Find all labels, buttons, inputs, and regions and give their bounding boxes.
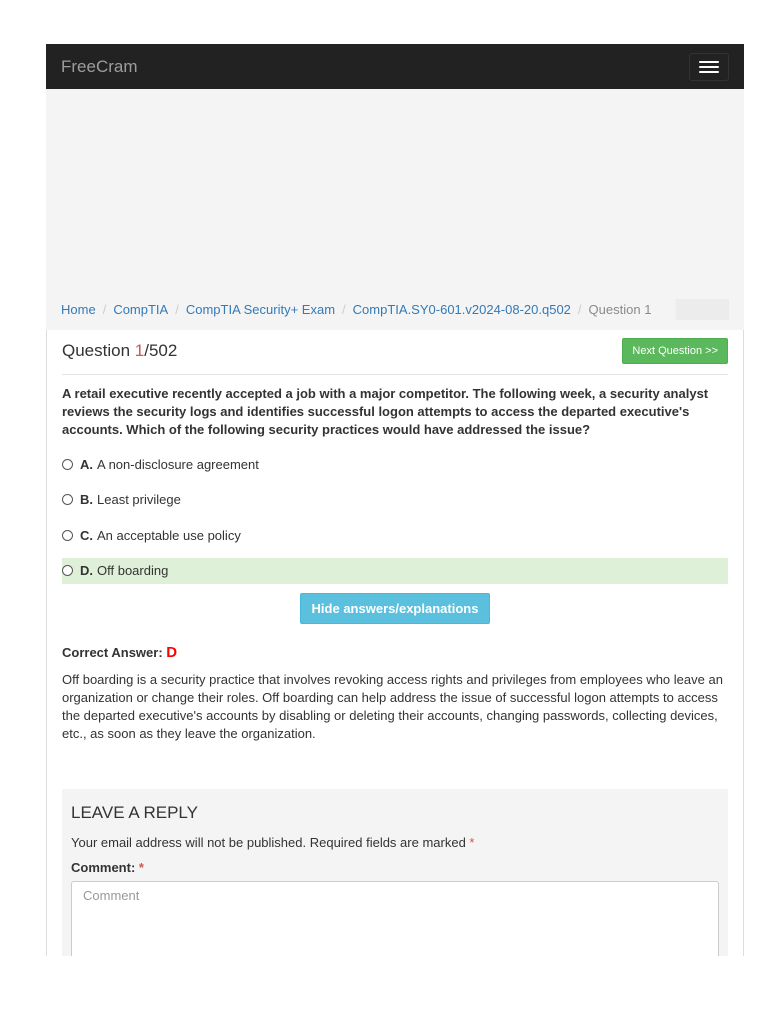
answer-explanation: Off boarding is a security practice that involves revoking access rights and privileges from employees who leave an organization or change their roles. Off boarding can help address the issue of successful logon attempts to access the departed executive's accounts by disabling or deleting their accounts, changing passwords, collecting devices, etc., as soon as they leave the organization. xyxy=(62,672,723,741)
radio-icon[interactable] xyxy=(62,459,73,470)
question-number: 1 xyxy=(134,341,145,360)
option-text: A non-disclosure agreement xyxy=(97,456,259,472)
question-panel xyxy=(46,330,744,956)
breadcrumb-exam[interactable]: CompTIA Security+ Exam xyxy=(185,302,336,317)
breadcrumb-area xyxy=(46,299,744,330)
reply-note-text: Your email address will not be published. Required fields are marked xyxy=(71,835,470,850)
hamburger-bar xyxy=(699,71,719,73)
comment-label-text: Comment: xyxy=(71,860,139,875)
breadcrumb-separator: / xyxy=(175,302,179,317)
correct-answer-label: Correct Answer: xyxy=(62,645,167,660)
reply-form xyxy=(62,789,728,956)
question-text: A retail executive recently accepted a job with a major competitor. The following week, a security analyst reviews the security logs and identifies successful logon attempts to access the departed executive's accounts. Which of the following security practices would have addressed the issue? xyxy=(62,386,709,437)
question-title-prefix: Question xyxy=(62,341,135,360)
breadcrumb-vendor[interactable]: CompTIA xyxy=(113,302,169,317)
correct-answer-line xyxy=(62,644,728,661)
breadcrumb-separator: / xyxy=(342,302,346,317)
answer-option-b[interactable] xyxy=(62,487,728,513)
option-text: Least privilege xyxy=(97,492,181,507)
radio-icon[interactable] xyxy=(62,530,73,541)
radio-icon[interactable] xyxy=(62,565,73,576)
comment-input[interactable] xyxy=(71,881,719,956)
page-container xyxy=(46,44,744,956)
comment-label xyxy=(71,860,719,875)
reply-note xyxy=(71,835,719,850)
top-navbar xyxy=(46,44,744,89)
radio-icon[interactable] xyxy=(62,494,73,505)
breadcrumb-dump[interactable]: CompTIA.SY0-601.v2024-08-20.q502 xyxy=(352,302,571,317)
brand-logo-link[interactable]: FreeCram xyxy=(61,56,138,76)
hamburger-bar xyxy=(699,66,719,68)
option-text: Off boarding xyxy=(97,563,169,578)
option-letter: A. xyxy=(80,456,93,472)
reply-heading: LEAVE A REPLY xyxy=(71,803,198,822)
hamburger-menu-icon[interactable] xyxy=(689,53,729,81)
ad-placeholder xyxy=(46,89,744,299)
hide-answers-button[interactable]: Hide answers/explanations xyxy=(300,593,491,624)
answer-option-a[interactable] xyxy=(62,451,728,477)
option-letter: C. xyxy=(80,527,93,543)
breadcrumb-separator: / xyxy=(102,302,107,317)
answer-option-c[interactable] xyxy=(62,522,728,548)
answer-option-d[interactable] xyxy=(62,558,728,584)
question-title xyxy=(62,341,177,361)
option-letter: B. xyxy=(80,492,93,507)
required-marker: * xyxy=(469,835,475,850)
next-question-button[interactable]: Next Question >> xyxy=(622,338,728,364)
breadcrumb-current: Question 1 xyxy=(588,302,652,317)
breadcrumb xyxy=(61,299,729,320)
answer-toggle-wrap xyxy=(62,593,728,624)
required-marker: * xyxy=(138,860,144,875)
option-letter: D. xyxy=(80,563,93,578)
breadcrumb-home[interactable]: Home xyxy=(61,302,96,317)
question-total: /502 xyxy=(144,341,178,360)
question-header xyxy=(62,330,728,375)
hamburger-bar xyxy=(699,61,719,63)
option-text: An acceptable use policy xyxy=(97,527,241,543)
correct-answer-value: D xyxy=(166,644,178,661)
breadcrumb-separator: / xyxy=(577,302,582,317)
